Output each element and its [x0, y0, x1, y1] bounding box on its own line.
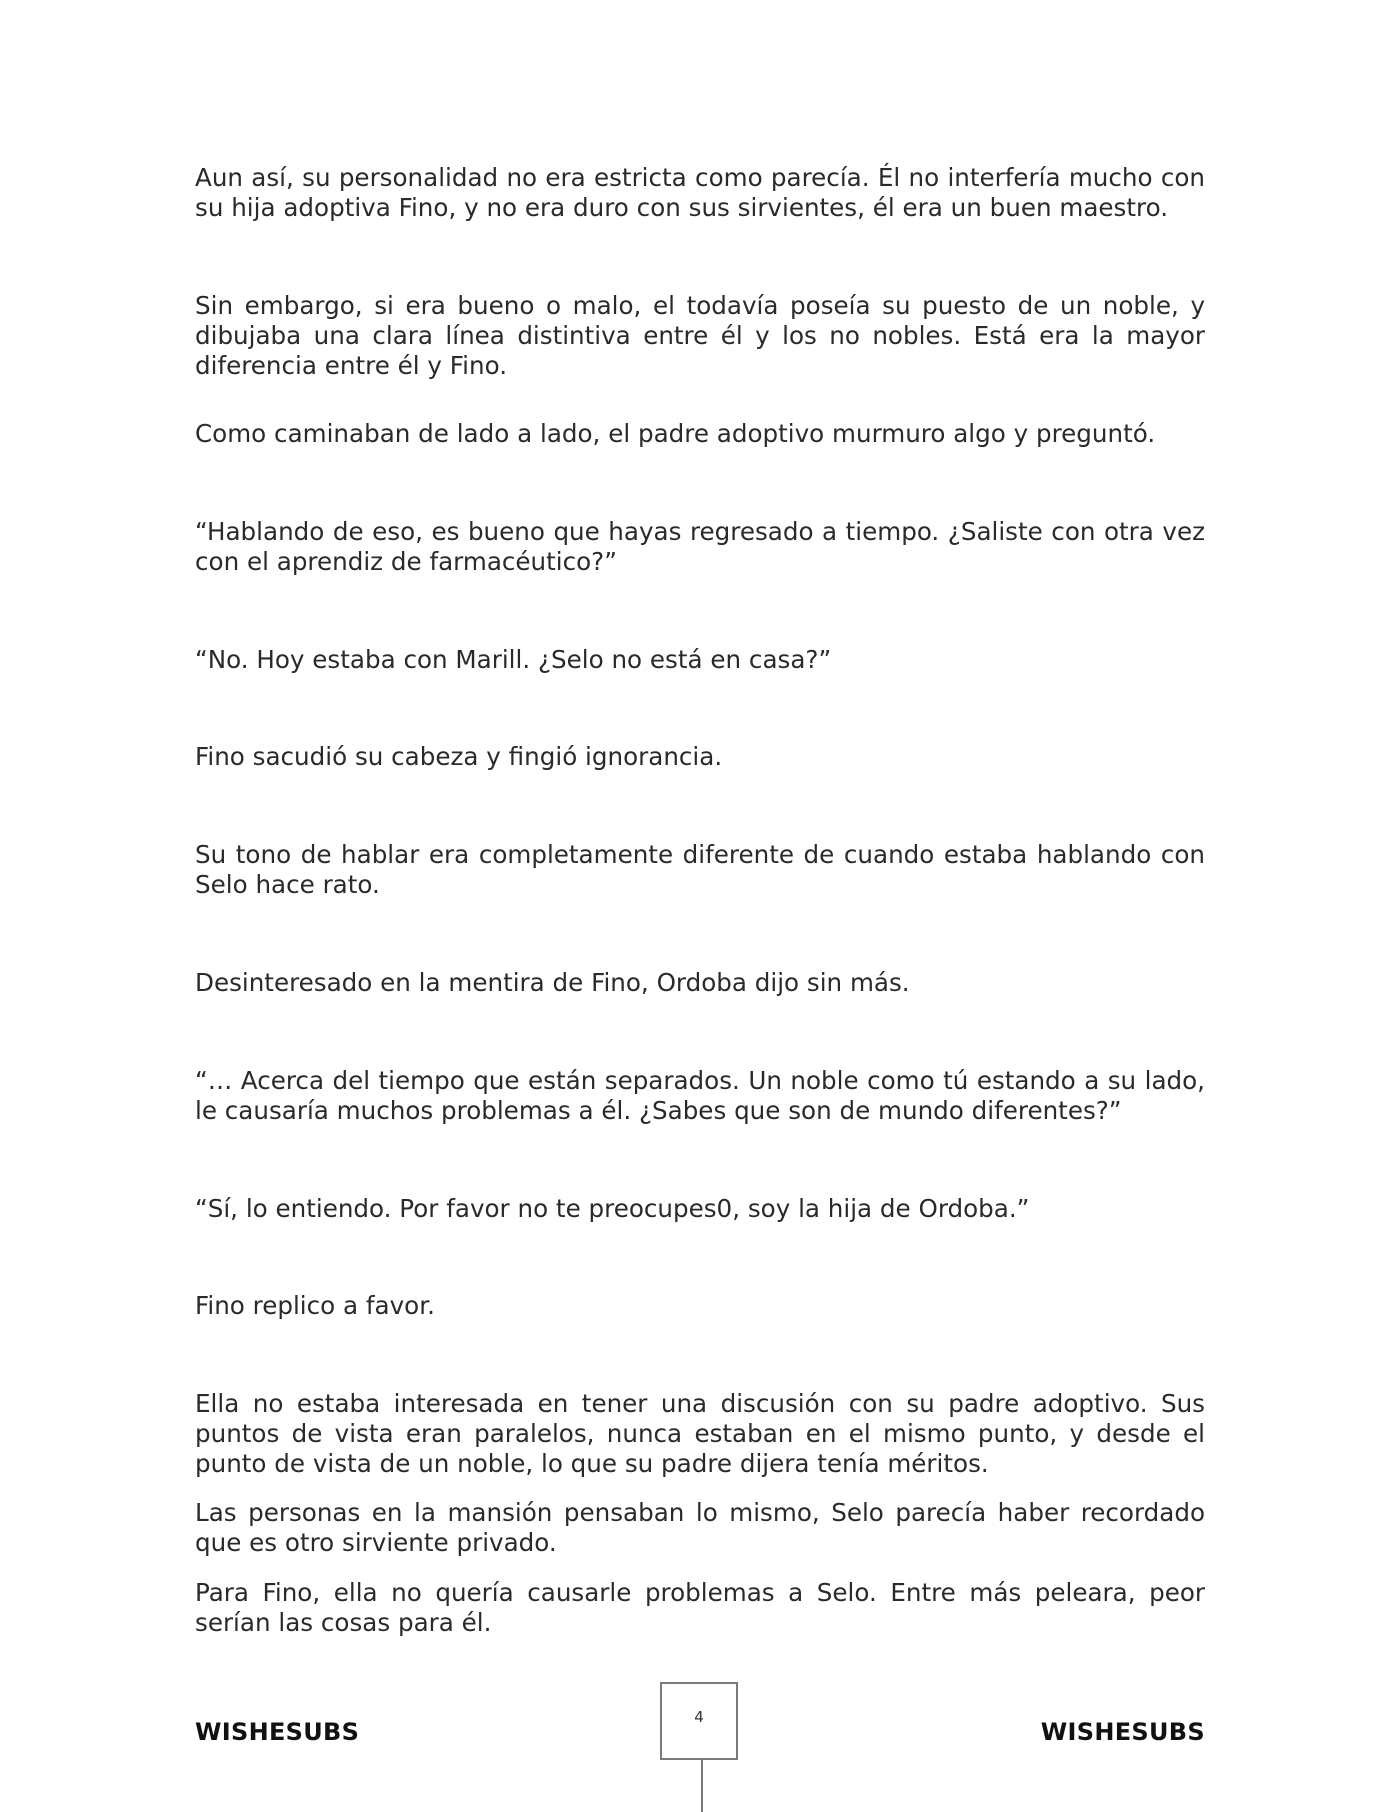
- page-number-box: [660, 1682, 738, 1760]
- paragraph-13: Las personas en la mansión pensaban lo mismo, Selo parecía haber recordado que es otro sirviente privado.: [195, 1498, 1205, 1557]
- paragraph-10: “Sí, lo entiendo. Por favor no te preocupes0, soy la hija de Ordoba.”: [195, 1194, 1030, 1223]
- footer-brand-right: WISHESUBS: [1040, 1718, 1205, 1746]
- paragraph-4: “Hablando de eso, es bueno que hayas regresado a tiempo. ¿Saliste con otra vez con el aprendiz de farmacéutico?”: [195, 517, 1205, 576]
- paragraph-6: Fino sacudió su cabeza y fingió ignorancia.: [195, 742, 723, 771]
- paragraph-7: Su tono de hablar era completamente diferente de cuando estaba hablando con Selo hace rato.: [195, 840, 1205, 899]
- footer-brand-left: WISHESUBS: [195, 1718, 360, 1746]
- page-number: 4: [694, 1708, 704, 1726]
- paragraph-12: Ella no estaba interesada en tener una discusión con su padre adoptivo. Sus puntos de vista eran paralelos, nunca estaban en el mismo punto, y desde el punto de vista de un noble, lo que su padre dijera tenía méritos.: [195, 1389, 1205, 1478]
- paragraph-9: “… Acerca del tiempo que están separados. Un noble como tú estando a su lado, le causaría muchos problemas a él. ¿Sabes que son de mundo diferentes?”: [195, 1066, 1205, 1125]
- paragraph-11: Fino replico a favor.: [195, 1291, 435, 1320]
- paragraph-5: “No. Hoy estaba con Marill. ¿Selo no está en casa?”: [195, 645, 832, 674]
- paragraph-3: Como caminaban de lado a lado, el padre adoptivo murmuro algo y preguntó.: [195, 419, 1156, 448]
- paragraph-1: Aun así, su personalidad no era estricta como parecía. Él no interfería mucho con su hija adoptiva Fino, y no era duro con sus sirvientes, él era un buen maestro.: [195, 163, 1205, 222]
- page-number-connector: [701, 1760, 703, 1812]
- paragraph-2: Sin embargo, si era bueno o malo, el todavía poseía su puesto de un noble, y dibujaba una clara línea distintiva entre él y los no nobles. Está era la mayor diferencia entre él y Fino.: [195, 291, 1205, 380]
- paragraph-14: Para Fino, ella no quería causarle problemas a Selo. Entre más peleara, peor serían las cosas para él.: [195, 1578, 1205, 1637]
- paragraph-8: Desinteresado en la mentira de Fino, Ordoba dijo sin más.: [195, 968, 910, 997]
